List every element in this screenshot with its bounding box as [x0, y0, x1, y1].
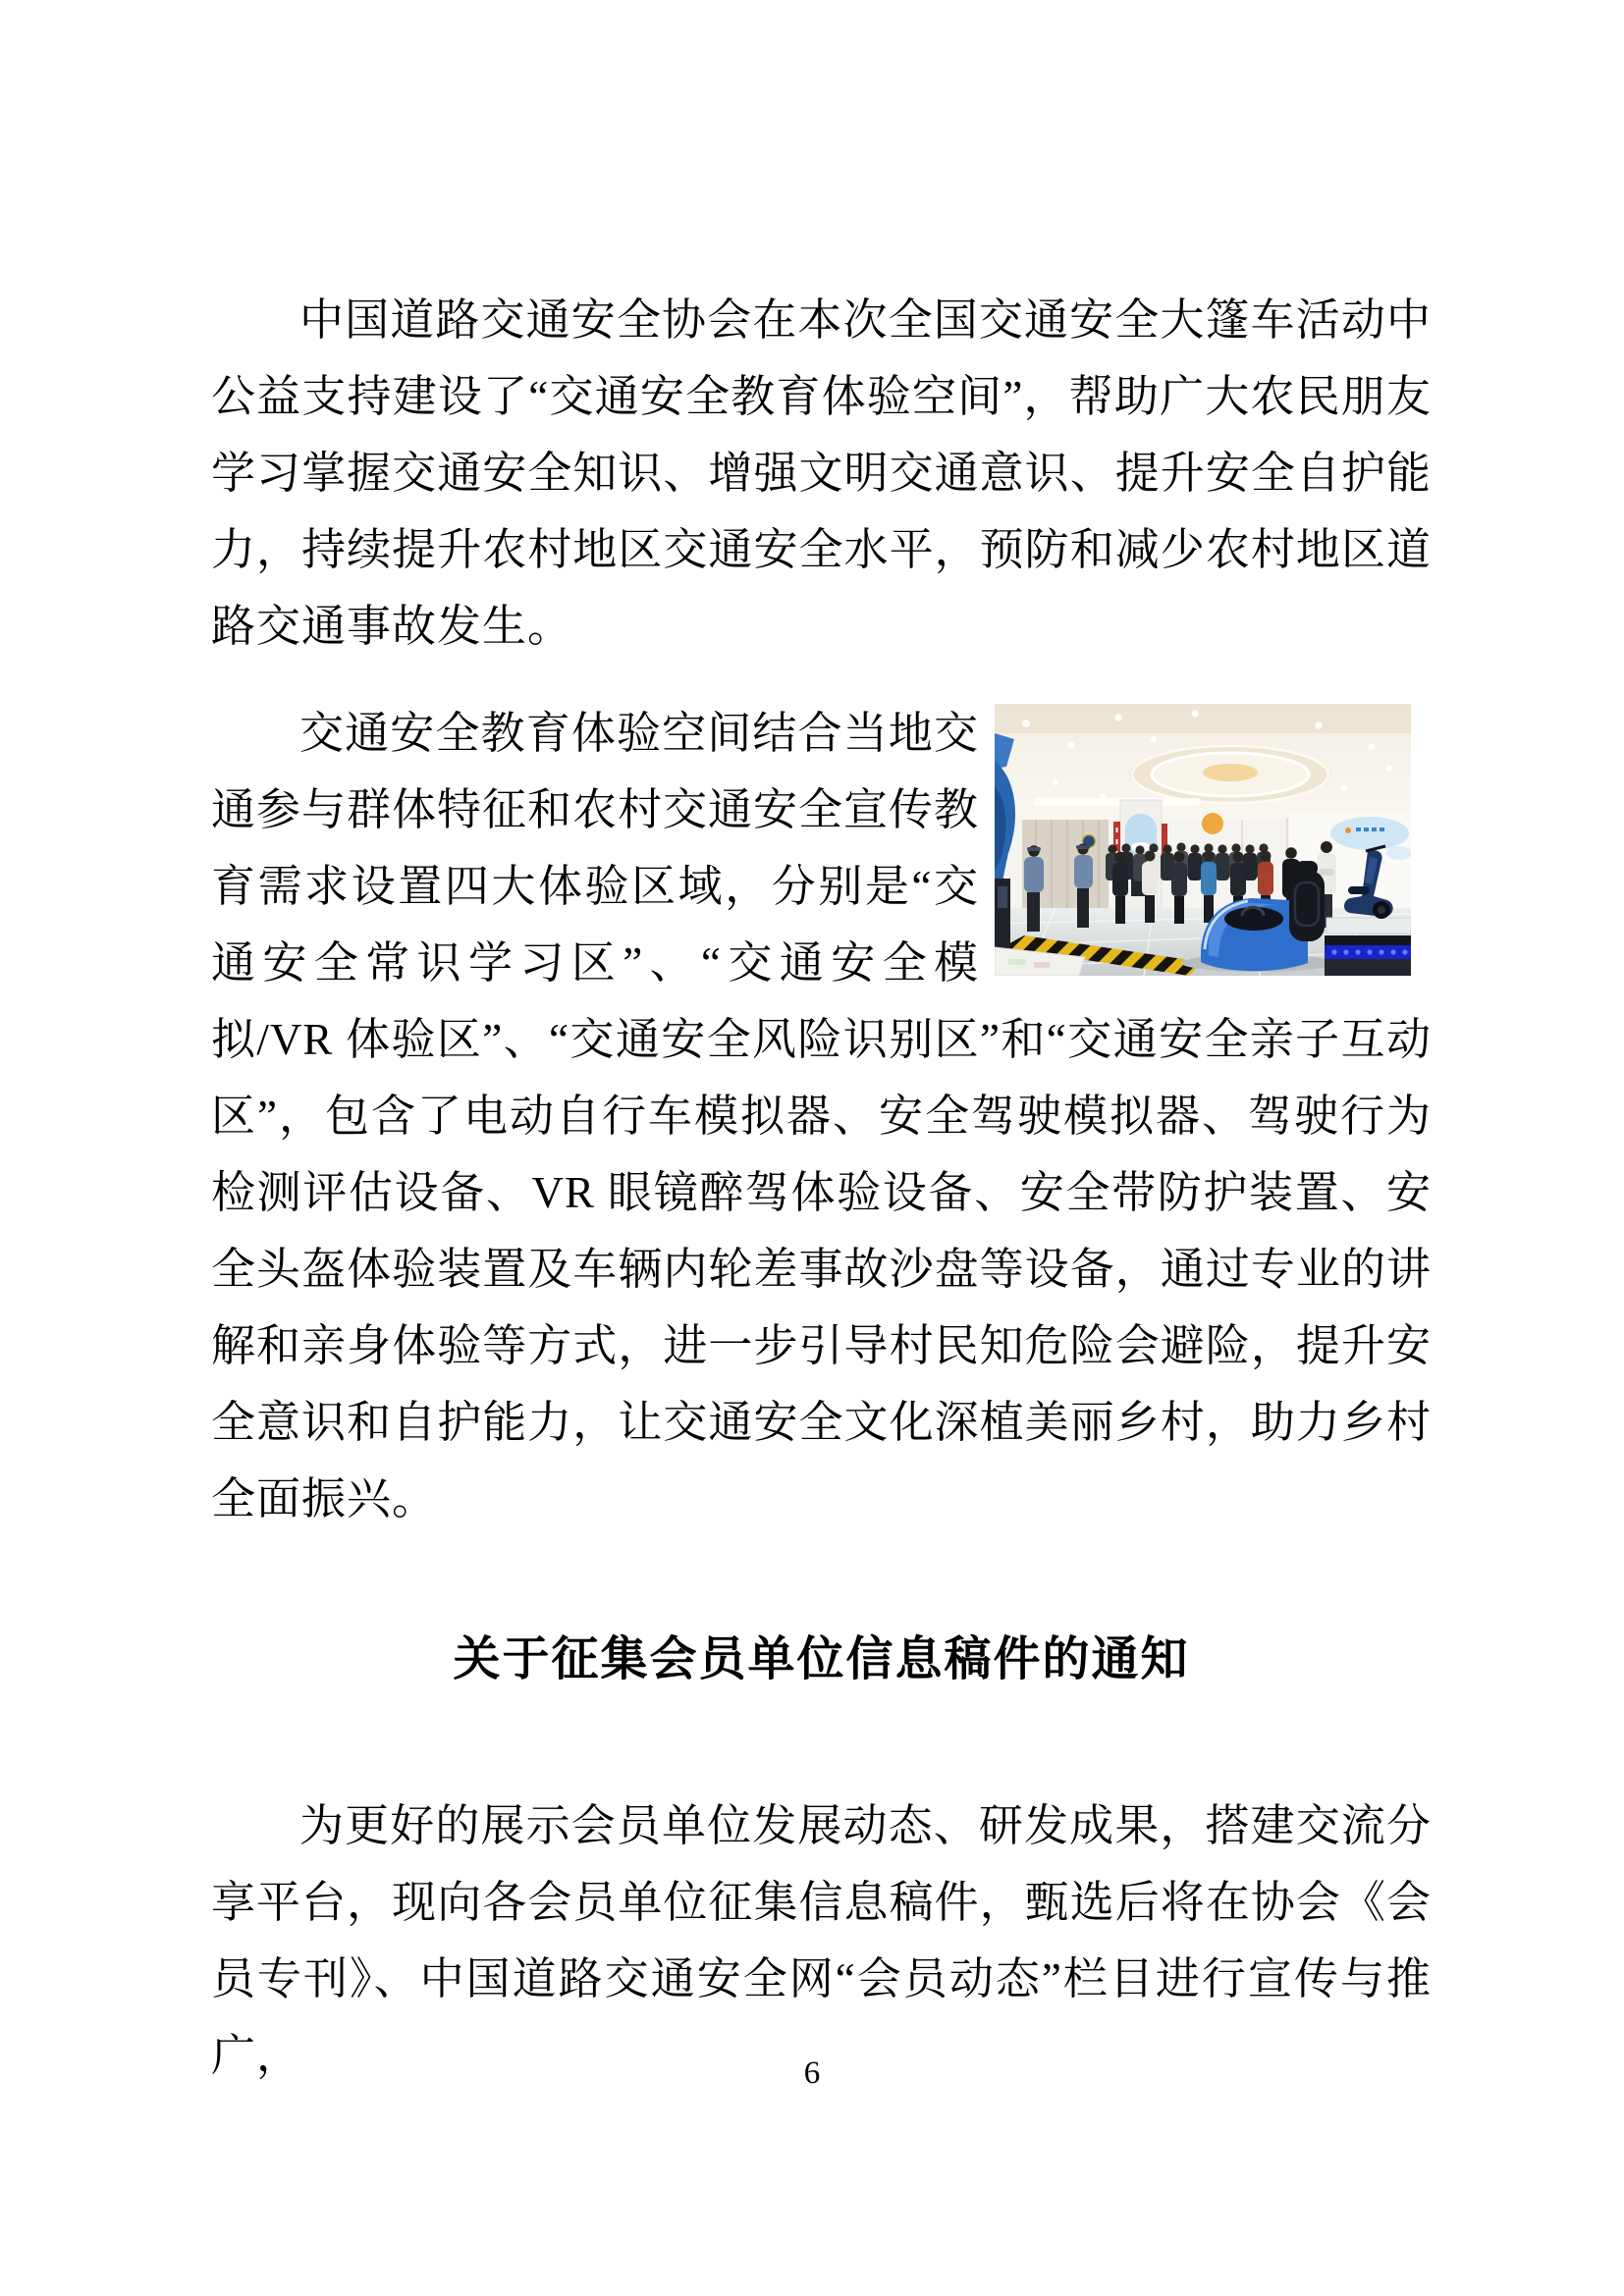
- led-light-strip: [1325, 935, 1411, 976]
- exhibition-hall-photo: [995, 704, 1411, 976]
- paragraph-experience-space: [211, 695, 1432, 1537]
- section-heading: 关于征集会员单位信息稿件的通知: [453, 1633, 1190, 1685]
- paragraph-intro: 中国道路交通安全协会在本次全国交通安全大篷车活动中公益支持建设了“交通安全教育体验空间”，帮助广大农民朋友学习掌握交通安全知识、增强文明交通意识、提升安全自护能力，持续提升农村地区交通安全水平，预防和减少农村地区道路交通事故发生。: [211, 295, 1432, 651]
- dark-kiosk: [995, 879, 1010, 957]
- paragraph-notice: 为更好的展示会员单位发展动态、研发成果，搭建交流分享平台，现向各会员单位征集信息稿件，甄选后将在协会《会员专刊》、中国道路交通安全网“会员动态”栏目进行宣传与推广，: [211, 1801, 1432, 2080]
- orange-poster: [1202, 813, 1223, 834]
- page-number: 6: [803, 2056, 821, 2091]
- paragraph-experience-space-text: 交通安全教育体验空间结合当地交通参与群体特征和农村交通安全宣传教育需求设置四大体验区域，分别是“交通安全常识学习区”、“交通安全模拟/VR 体验区”、“交通安全风险识别区”和“交通安全亲子互动区”，包含了电动自行车模拟器、安全驾驶模拟器、驾驶行为检测评估设备、VR 眼镜醉驾体验设备、安全带防护装置、安全头盔体验装置及车辆内轮差事故沙盘等设备，通过专业的讲解和亲身体验等方式，进一步引导村民知危险会避险，提升安全意识和自护能力，让交通安全文化深植美丽乡村，助力乡村全面振兴。: [211, 709, 1432, 1523]
- event-photo: [995, 704, 1411, 976]
